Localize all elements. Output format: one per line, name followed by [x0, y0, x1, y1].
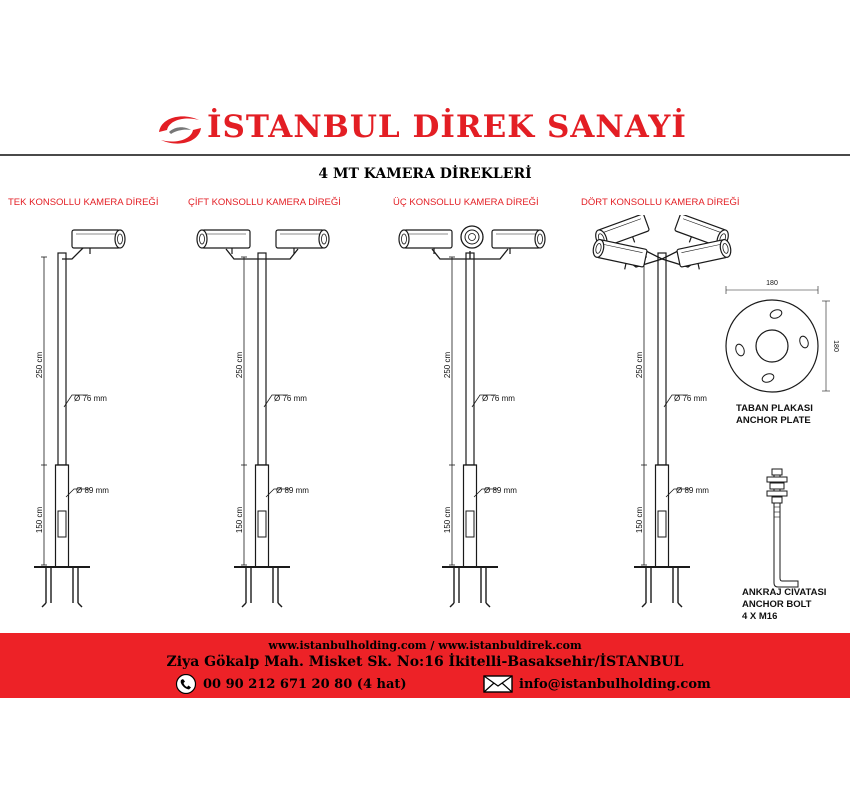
- pole-quad: [590, 215, 733, 607]
- anchor-bolt-label-tr: ANKRAJ CIVATASI: [742, 587, 827, 598]
- plate-width-label: 180: [766, 280, 778, 287]
- anchor-plate: [726, 280, 839, 392]
- dim-upper-height: 250 cm: [443, 351, 452, 379]
- dim-lower-height: 150 cm: [235, 506, 244, 534]
- page-title: 4 MT KAMERA DİREKLERİ: [318, 166, 532, 182]
- anchor-bolt-label-en: ANCHOR BOLT: [742, 599, 812, 610]
- footer-banner: [0, 633, 850, 698]
- anchor-bolt-caption: [742, 587, 826, 623]
- plate-height-label: 180: [832, 340, 839, 352]
- dia-upper-label: Ø 76 mm: [482, 394, 515, 403]
- dim-upper-height: 250 cm: [635, 351, 644, 379]
- dia-lower-label: Ø 89 mm: [676, 486, 709, 495]
- phone-icon: [175, 674, 197, 694]
- footer-address: Ziya Gökalp Mah. Misket Sk. No:16 İkitelli-Basaksehir/İSTANBUL: [166, 654, 684, 670]
- footer-email-address[interactable]: info@istanbulholding.com: [519, 676, 711, 692]
- footer-phone: [175, 674, 407, 694]
- pole-title-triple: ÜÇ KONSOLLU KAMERA DİREĞİ: [393, 197, 539, 208]
- footer-websites[interactable]: www.istanbulholding.com / www.istanbuldirek.com: [268, 639, 582, 652]
- dim-lower-height: 150 cm: [443, 506, 452, 534]
- pole-double: [197, 230, 329, 607]
- brand-name: İSTANBUL DİREK SANAYİ: [207, 109, 687, 145]
- anchor-plate-label-en: ANCHOR PLATE: [736, 415, 811, 426]
- dia-lower-label: Ø 89 mm: [276, 486, 309, 495]
- envelope-icon: [483, 675, 513, 693]
- footer-phone-number: 00 90 212 671 20 80 (4 hat): [203, 676, 407, 692]
- dim-upper-height: 250 cm: [235, 351, 244, 379]
- dim-lower-height: 150 cm: [635, 506, 644, 534]
- pole-single: [34, 230, 125, 607]
- anchor-plate-label-tr: TABAN PLAKASI: [736, 403, 813, 414]
- dia-upper-label: Ø 76 mm: [74, 394, 107, 403]
- dia-upper-label: Ø 76 mm: [674, 394, 707, 403]
- dia-lower-label: Ø 89 mm: [484, 486, 517, 495]
- brand-header: [155, 106, 695, 154]
- header-divider: [0, 154, 850, 156]
- dim-lower-height: 150 cm: [35, 506, 44, 534]
- footer-email[interactable]: [483, 674, 711, 694]
- pole-title-single: TEK KONSOLLU KAMERA DİREĞİ: [8, 197, 159, 208]
- anchor-plate-caption: [736, 403, 813, 427]
- dim-upper-height: 250 cm: [35, 351, 44, 379]
- swoosh-logo-icon: [155, 110, 205, 150]
- dia-upper-label: Ø 76 mm: [274, 394, 307, 403]
- pole-title-double: ÇİFT KONSOLLU KAMERA DİREĞİ: [188, 197, 341, 208]
- anchor-bolt: [767, 469, 798, 587]
- anchor-bolt-spec: 4 X M16: [742, 611, 778, 622]
- dia-lower-label: Ø 89 mm: [76, 486, 109, 495]
- technical-drawing: [0, 215, 850, 615]
- pole-title-quad: DÖRT KONSOLLU KAMERA DİREĞİ: [581, 197, 740, 208]
- pole-triple: [399, 226, 545, 607]
